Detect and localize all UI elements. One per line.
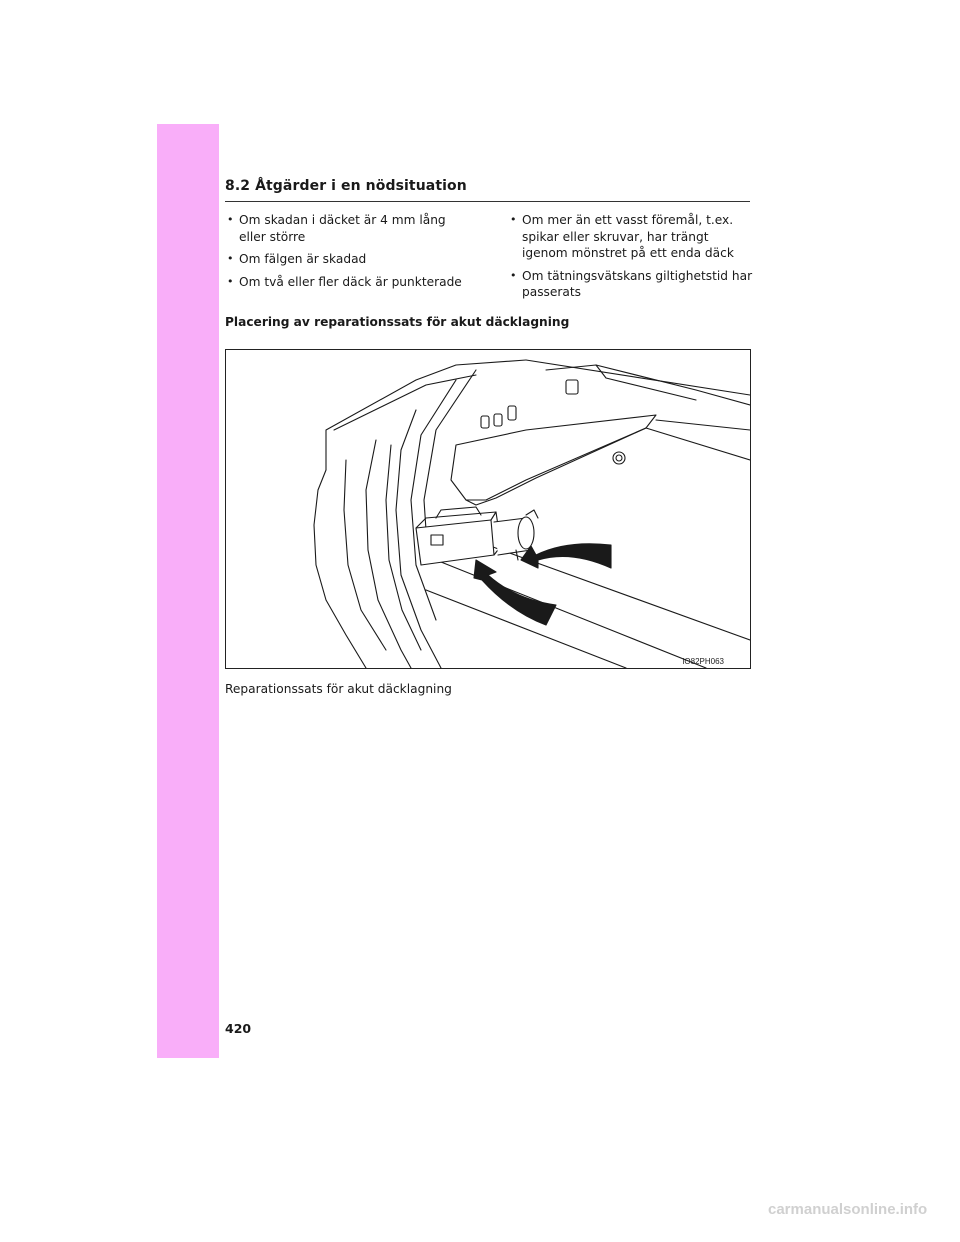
list-item: • Om fälgen är skadad	[225, 251, 475, 268]
figure-code: IO82PH063	[682, 657, 724, 666]
bullet-list-right	[508, 212, 758, 307]
trunk-figure	[225, 349, 751, 669]
watermark: carmanualsonline.info	[768, 1201, 928, 1218]
arrow-icon	[474, 560, 556, 625]
trunk-illustration	[226, 350, 750, 668]
bullet-list-left	[225, 212, 475, 296]
manual-page	[219, 124, 779, 1058]
list-item: • Om två eller fler däck är punkterade	[225, 274, 475, 291]
subheading: Placering av reparationssats för akut däcklagning	[225, 315, 570, 329]
arrow-icon	[521, 544, 611, 568]
list-item: • Om skadan i däcket är 4 mm lång eller större	[225, 212, 475, 245]
list-item: • Om tätningsvätskans giltighetstid har passerats	[508, 268, 758, 301]
figure-caption: Reparationssats för akut däcklagning	[225, 682, 452, 696]
title-divider	[225, 201, 750, 202]
chapter-side-tab	[157, 124, 219, 1058]
section-title: 8.2 Åtgärder i en nödsituation	[225, 178, 467, 194]
list-item: • Om mer än ett vasst föremål, t.ex. spikar eller skruvar, har trängt igenom mönstret på ett enda däck	[508, 212, 758, 262]
page-number: 420	[225, 1021, 252, 1036]
